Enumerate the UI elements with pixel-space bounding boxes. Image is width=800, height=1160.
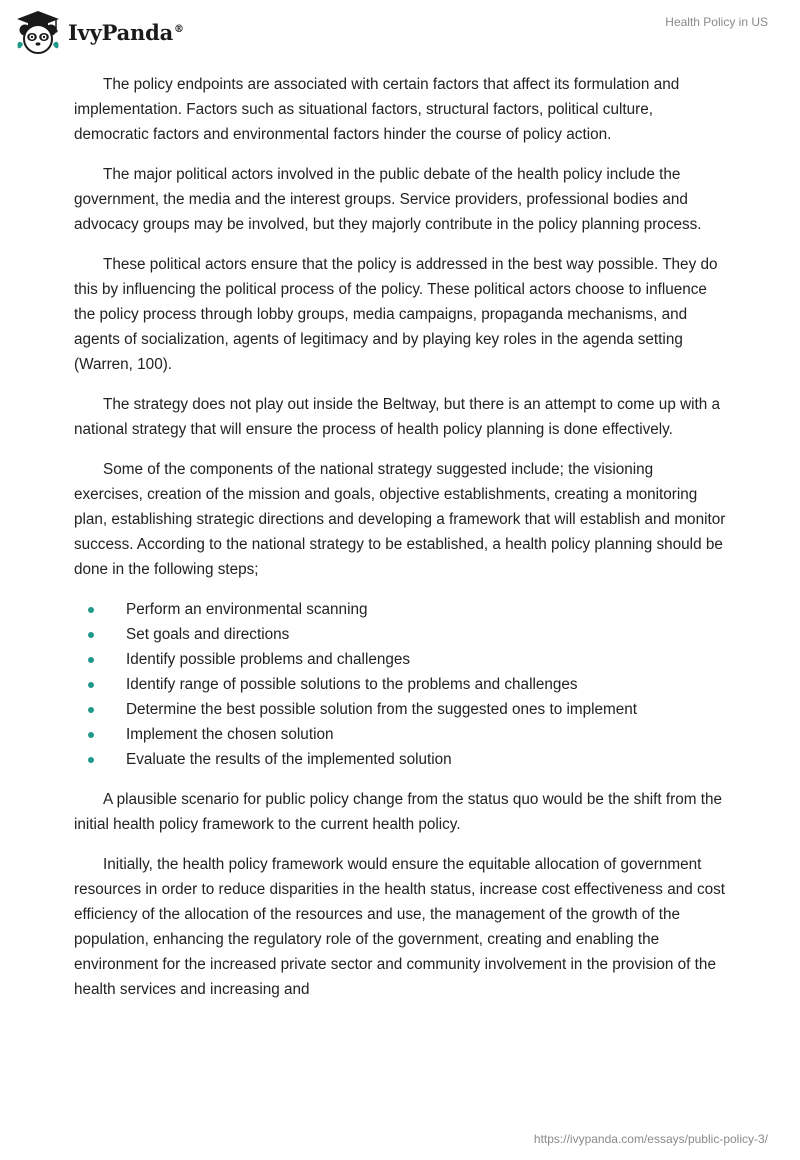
- page-header: [0, 0, 800, 60]
- paragraph: The policy endpoints are associated with certain factors that affect its formulation and implementation. Factors such as situational factors, structural factors, political culture, democratic factors and environmental factors hinder the course of policy action.: [74, 76, 680, 143]
- list-item: [74, 722, 726, 747]
- list-item: [74, 622, 726, 647]
- paragraph: These political actors ensure that the policy is addressed in the best way possible. They do this by influencing the political process of the policy. These political actors choose to influence the policy process through lobby groups, media campaigns, propaganda mechanisms, and agents of socialization, agents of legitimacy and by playing key roles in the agenda setting (Warren, 100).: [74, 256, 718, 373]
- list-item: [74, 647, 726, 672]
- list-item: [74, 672, 726, 697]
- list-item-text: Implement the chosen solution: [126, 726, 334, 743]
- list-item: [74, 697, 726, 722]
- bullet-icon: [88, 632, 94, 638]
- bullet-icon: [88, 607, 94, 613]
- paragraph: A plausible scenario for public policy change from the status quo would be the shift from the initial health policy framework to the current health policy.: [74, 791, 723, 833]
- list-item-text: Determine the best possible solution from the suggested ones to implement: [126, 701, 638, 718]
- source-url-link[interactable]: https://ivypanda.com/essays/public-policy-3/: [533, 1132, 768, 1146]
- list-item: [74, 747, 726, 772]
- brand-registered-mark: ®: [174, 23, 184, 35]
- brand-name: IvyPanda®: [68, 19, 184, 45]
- essay-body: [74, 72, 726, 1017]
- bullet-icon: [88, 682, 94, 688]
- steps-list: [74, 597, 726, 772]
- panda-graduate-icon: [14, 8, 62, 56]
- bullet-icon: [88, 707, 94, 713]
- list-item-text: Perform an environmental scanning: [126, 601, 368, 618]
- paragraph: The strategy does not play out inside the Beltway, but there is an attempt to come up with a national strategy that will ensure the process of health policy planning is done effectively.: [74, 396, 721, 438]
- paragraph: Some of the components of the national strategy suggested include; the visioning exercises, creation of the mission and goals, objective establishments, creating a monitoring plan, establishing strategic directions and developing a framework that will establish and monitor success. According to the national strategy to be established, a health policy planning should be done in the following steps;: [74, 461, 726, 578]
- ivypanda-logo[interactable]: [14, 8, 184, 56]
- document-title: Health Policy in US: [665, 15, 768, 29]
- list-item-text: Identify possible problems and challenges: [126, 651, 411, 668]
- list-item-text: Identify range of possible solutions to the problems and challenges: [126, 676, 578, 693]
- paragraph: Initially, the health policy framework would ensure the equitable allocation of government resources in order to reduce disparities in the health status, increase cost effectiveness and cost efficiency of the allocation of the resources and use, the management of the growth of the population, enhancing the regulatory role of the government, creating and enabling the environment for the increased private sector and community involvement in the provision of the health services and increasing and: [74, 856, 726, 998]
- bullet-icon: [88, 757, 94, 763]
- bullet-icon: [88, 657, 94, 663]
- bullet-icon: [88, 732, 94, 738]
- list-item-text: Set goals and directions: [126, 626, 290, 643]
- list-item: [74, 597, 726, 622]
- paragraph: The major political actors involved in the public debate of the health policy include the government, the media and the interest groups. Service providers, professional bodies and advocacy groups may be involved, but they majorly contribute in the policy planning process.: [74, 166, 702, 233]
- list-item-text: Evaluate the results of the implemented solution: [126, 751, 452, 768]
